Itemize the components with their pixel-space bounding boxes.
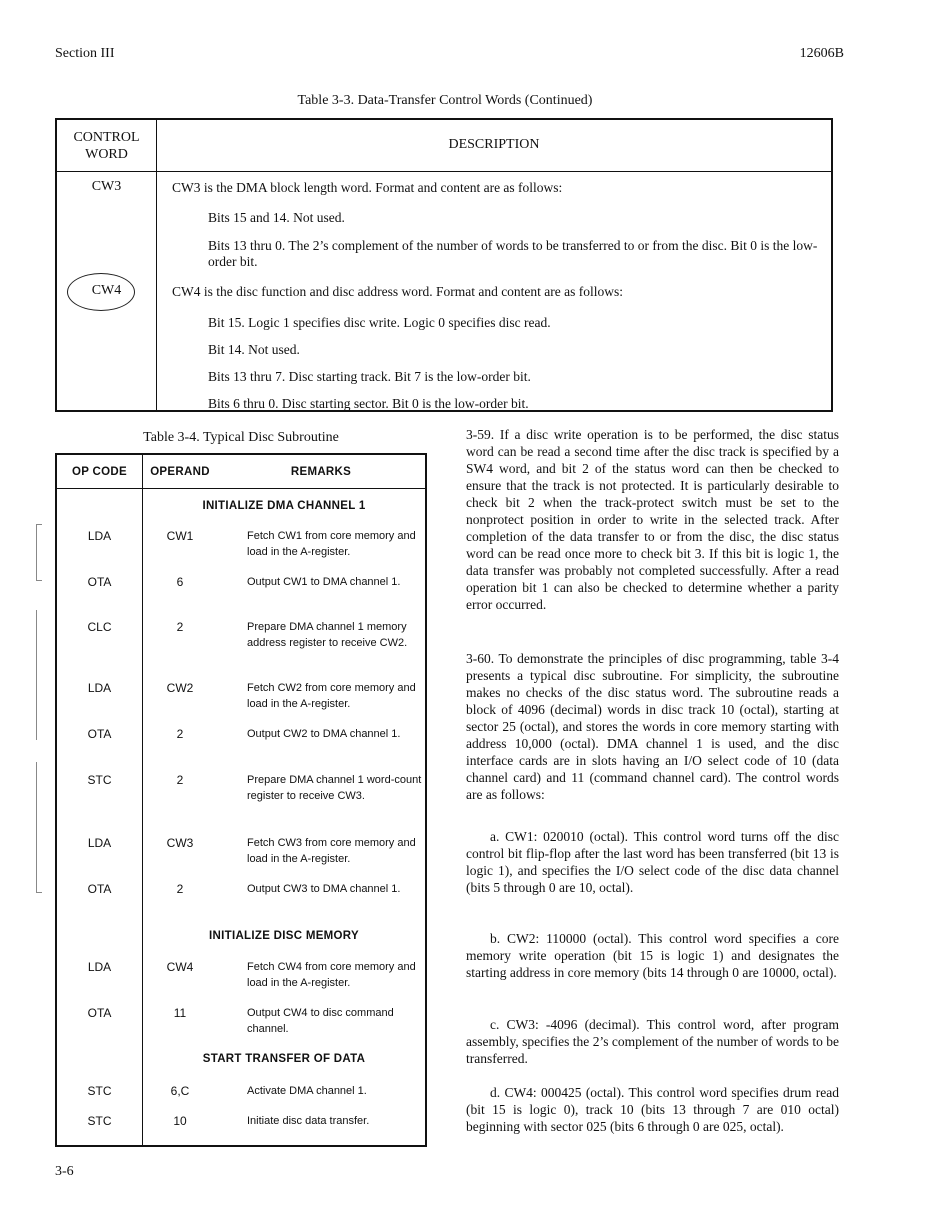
- page-number: 3-6: [55, 1164, 74, 1179]
- section-label: Section III: [55, 46, 115, 61]
- paragraph-cw4: d. CW4: 000425 (octal). This control word specifies drum read (bit 15 is logic 0), track 10 (bits 13 through 7 are 010 octal) beginning with sector 025 (bits 6 through 0 are 025, octal).: [466, 1085, 839, 1134]
- opcode-cell: OTA: [87, 882, 112, 896]
- opcode-cell: CLC: [87, 620, 112, 634]
- operand-cell: 2: [176, 620, 184, 634]
- cw4-label: CW4: [91, 283, 122, 298]
- margin-bracket-mark: [36, 762, 37, 892]
- cw4-intro: CW4 is the disc function and disc address word. Format and content are as follows:: [172, 284, 624, 299]
- section-heading: INITIALIZE DMA CHANNEL 1: [202, 500, 366, 512]
- remarks-cell: Output CW3 to DMA channel 1.: [247, 883, 401, 895]
- table33-header-control-word: [57, 129, 156, 163]
- header-control-line2: WORD: [85, 147, 128, 162]
- header-operand: OPERAND: [150, 466, 210, 478]
- opcode-cell: LDA: [87, 681, 112, 695]
- paragraph-3-60: 3-60. To demonstrate the principles of disc programming, table 3-4 presents a typical disc subroutine. For simplicity, the subroutine makes no checks of the disc status word. The subroutine reads a block of 4096 (decimal) words in disc track 10 (octal), starting at sector 25 (octal), and stores the words in core memory starting with address 10,000 (octal). DMA channel 1 is used, and the disc interface cards are in slots having an I/O select code of 10 (data channel card) and 11 (command channel card). The control words are as follows:: [466, 651, 839, 802]
- cw4-bits-6-0: Bits 6 thru 0. Disc starting sector. Bit 0 is the low-order bit.: [208, 396, 529, 411]
- table33-header-divider: [57, 171, 831, 172]
- operand-cell: 11: [173, 1006, 187, 1020]
- opcode-cell: STC: [87, 1114, 112, 1128]
- opcode-cell: LDA: [87, 960, 112, 974]
- remarks-cell: Output CW1 to DMA channel 1.: [247, 576, 401, 588]
- section-heading: INITIALIZE DISC MEMORY: [209, 930, 359, 942]
- opcode-cell: OTA: [87, 1006, 112, 1020]
- opcode-cell: STC: [87, 773, 112, 787]
- remarks-cell: Fetch CW2 from core memory and load in the A-register.: [247, 682, 416, 710]
- table33-caption: Table 3-3. Data-Transfer Control Words (Continued): [297, 93, 593, 108]
- cw3-intro: CW3 is the DMA block length word. Format and content are as follows:: [172, 180, 563, 195]
- margin-bracket-mark: [36, 610, 37, 740]
- remarks-cell: Fetch CW1 from core memory and load in the A-register.: [247, 530, 416, 558]
- operand-cell: CW1: [166, 529, 194, 543]
- operand-cell: 2: [176, 727, 184, 741]
- remarks-cell: Fetch CW4 from core memory and load in the A-register.: [247, 961, 416, 989]
- remarks-cell: Prepare DMA channel 1 word-count register to receive CW3.: [247, 774, 422, 802]
- paragraph-3-59: 3-59. If a disc write operation is to be performed, the disc status word can be read a second time after the disc track is specified by a SW4 word, and bit 2 of the status word can then be checked to ensure that the track is not protected. It is particularly desirable to check bit 2 when the track-protect switch must be set to the nonprotect position in order to write in the selected track. After completion of the data transfer to or from the disc, the disc status word can be read once more to check bit 3. If this bit is logic 1, the data transfer was probably not completed successfully. After a read operation bit 1 can also be checked to determine whether a parity error occurred.: [466, 427, 839, 612]
- remarks-cell: Prepare DMA channel 1 memory address register to receive CW2.: [247, 621, 408, 649]
- operand-cell: 2: [176, 882, 184, 896]
- operand-cell: 6,C: [170, 1084, 190, 1098]
- margin-bracket-tick: [36, 524, 42, 525]
- cw3-bit-15-14: Bits 15 and 14. Not used.: [208, 210, 345, 225]
- margin-bracket-tick: [36, 892, 42, 893]
- remarks-cell: Output CW4 to disc command channel.: [247, 1007, 394, 1035]
- header-control-line1: CONTROL: [73, 130, 140, 145]
- operand-cell: 2: [176, 773, 184, 787]
- margin-bracket-tick: [36, 580, 42, 581]
- operand-cell: CW3: [166, 836, 194, 850]
- remarks-cell: Output CW2 to DMA channel 1.: [247, 728, 401, 740]
- paragraph-cw3: c. CW3: -4096 (decimal). This control word, after program assembly, specifies the 2’s complement of the number of words to be transferred.: [466, 1017, 839, 1066]
- header-remarks: REMARKS: [290, 466, 352, 478]
- paragraph-cw1: a. CW1: 020010 (octal). This control word turns off the disc control bit flip-flop after the last word has been transferred (bit 13 is logic 1), and specifies the I/O select code of the disc data channel (bits 5 through 0 are 10, octal).: [466, 829, 839, 895]
- operand-cell: CW4: [166, 960, 194, 974]
- paragraph-cw2: b. CW2: 110000 (octal). This control word specifies a core memory write operation (bit 15 is logic 1) and designates the starting address in core memory (bits 14 through 0 are 10000, octal).: [466, 931, 839, 980]
- table34-divider-unused: [142, 455, 143, 1145]
- table33: [55, 118, 833, 412]
- operand-cell: 6: [176, 575, 184, 589]
- table34-header-divider: [57, 488, 425, 489]
- cw4-bit-14: Bit 14. Not used.: [208, 342, 300, 357]
- opcode-cell: OTA: [87, 727, 112, 741]
- remarks-cell: Initiate disc data transfer.: [247, 1115, 370, 1127]
- cw3-label: CW3: [91, 179, 122, 194]
- remarks-cell: Fetch CW3 from core memory and load in the A-register.: [247, 837, 416, 865]
- cw4-bit-15: Bit 15. Logic 1 specifies disc write. Logic 0 specifies disc read.: [208, 315, 551, 330]
- table33-header-description: DESCRIPTION: [448, 137, 540, 152]
- cw4-bits-13-7: Bits 13 thru 7. Disc starting track. Bit 7 is the low-order bit.: [208, 369, 531, 384]
- header-opcode: OP CODE: [72, 466, 127, 478]
- remarks-cell: Activate DMA channel 1.: [247, 1085, 367, 1097]
- cw3-bit-13-0: Bits 13 thru 0. The 2’s complement of the number of words to be transferred to or from the disc. Bit 0 is the low-order bit.: [208, 238, 818, 269]
- doc-number: 12606B: [799, 46, 844, 61]
- opcode-cell: LDA: [87, 836, 112, 850]
- operand-cell: 10: [173, 1114, 187, 1128]
- margin-bracket-mark: [36, 524, 37, 580]
- opcode-cell: STC: [87, 1084, 112, 1098]
- section-heading: START TRANSFER OF DATA: [202, 1053, 366, 1065]
- table34-caption: Table 3-4. Typical Disc Subroutine: [143, 430, 339, 445]
- opcode-cell: LDA: [87, 529, 112, 543]
- table34: [55, 453, 427, 1147]
- operand-cell: CW2: [166, 681, 194, 695]
- opcode-cell: OTA: [87, 575, 112, 589]
- table33-column-divider: [156, 120, 157, 410]
